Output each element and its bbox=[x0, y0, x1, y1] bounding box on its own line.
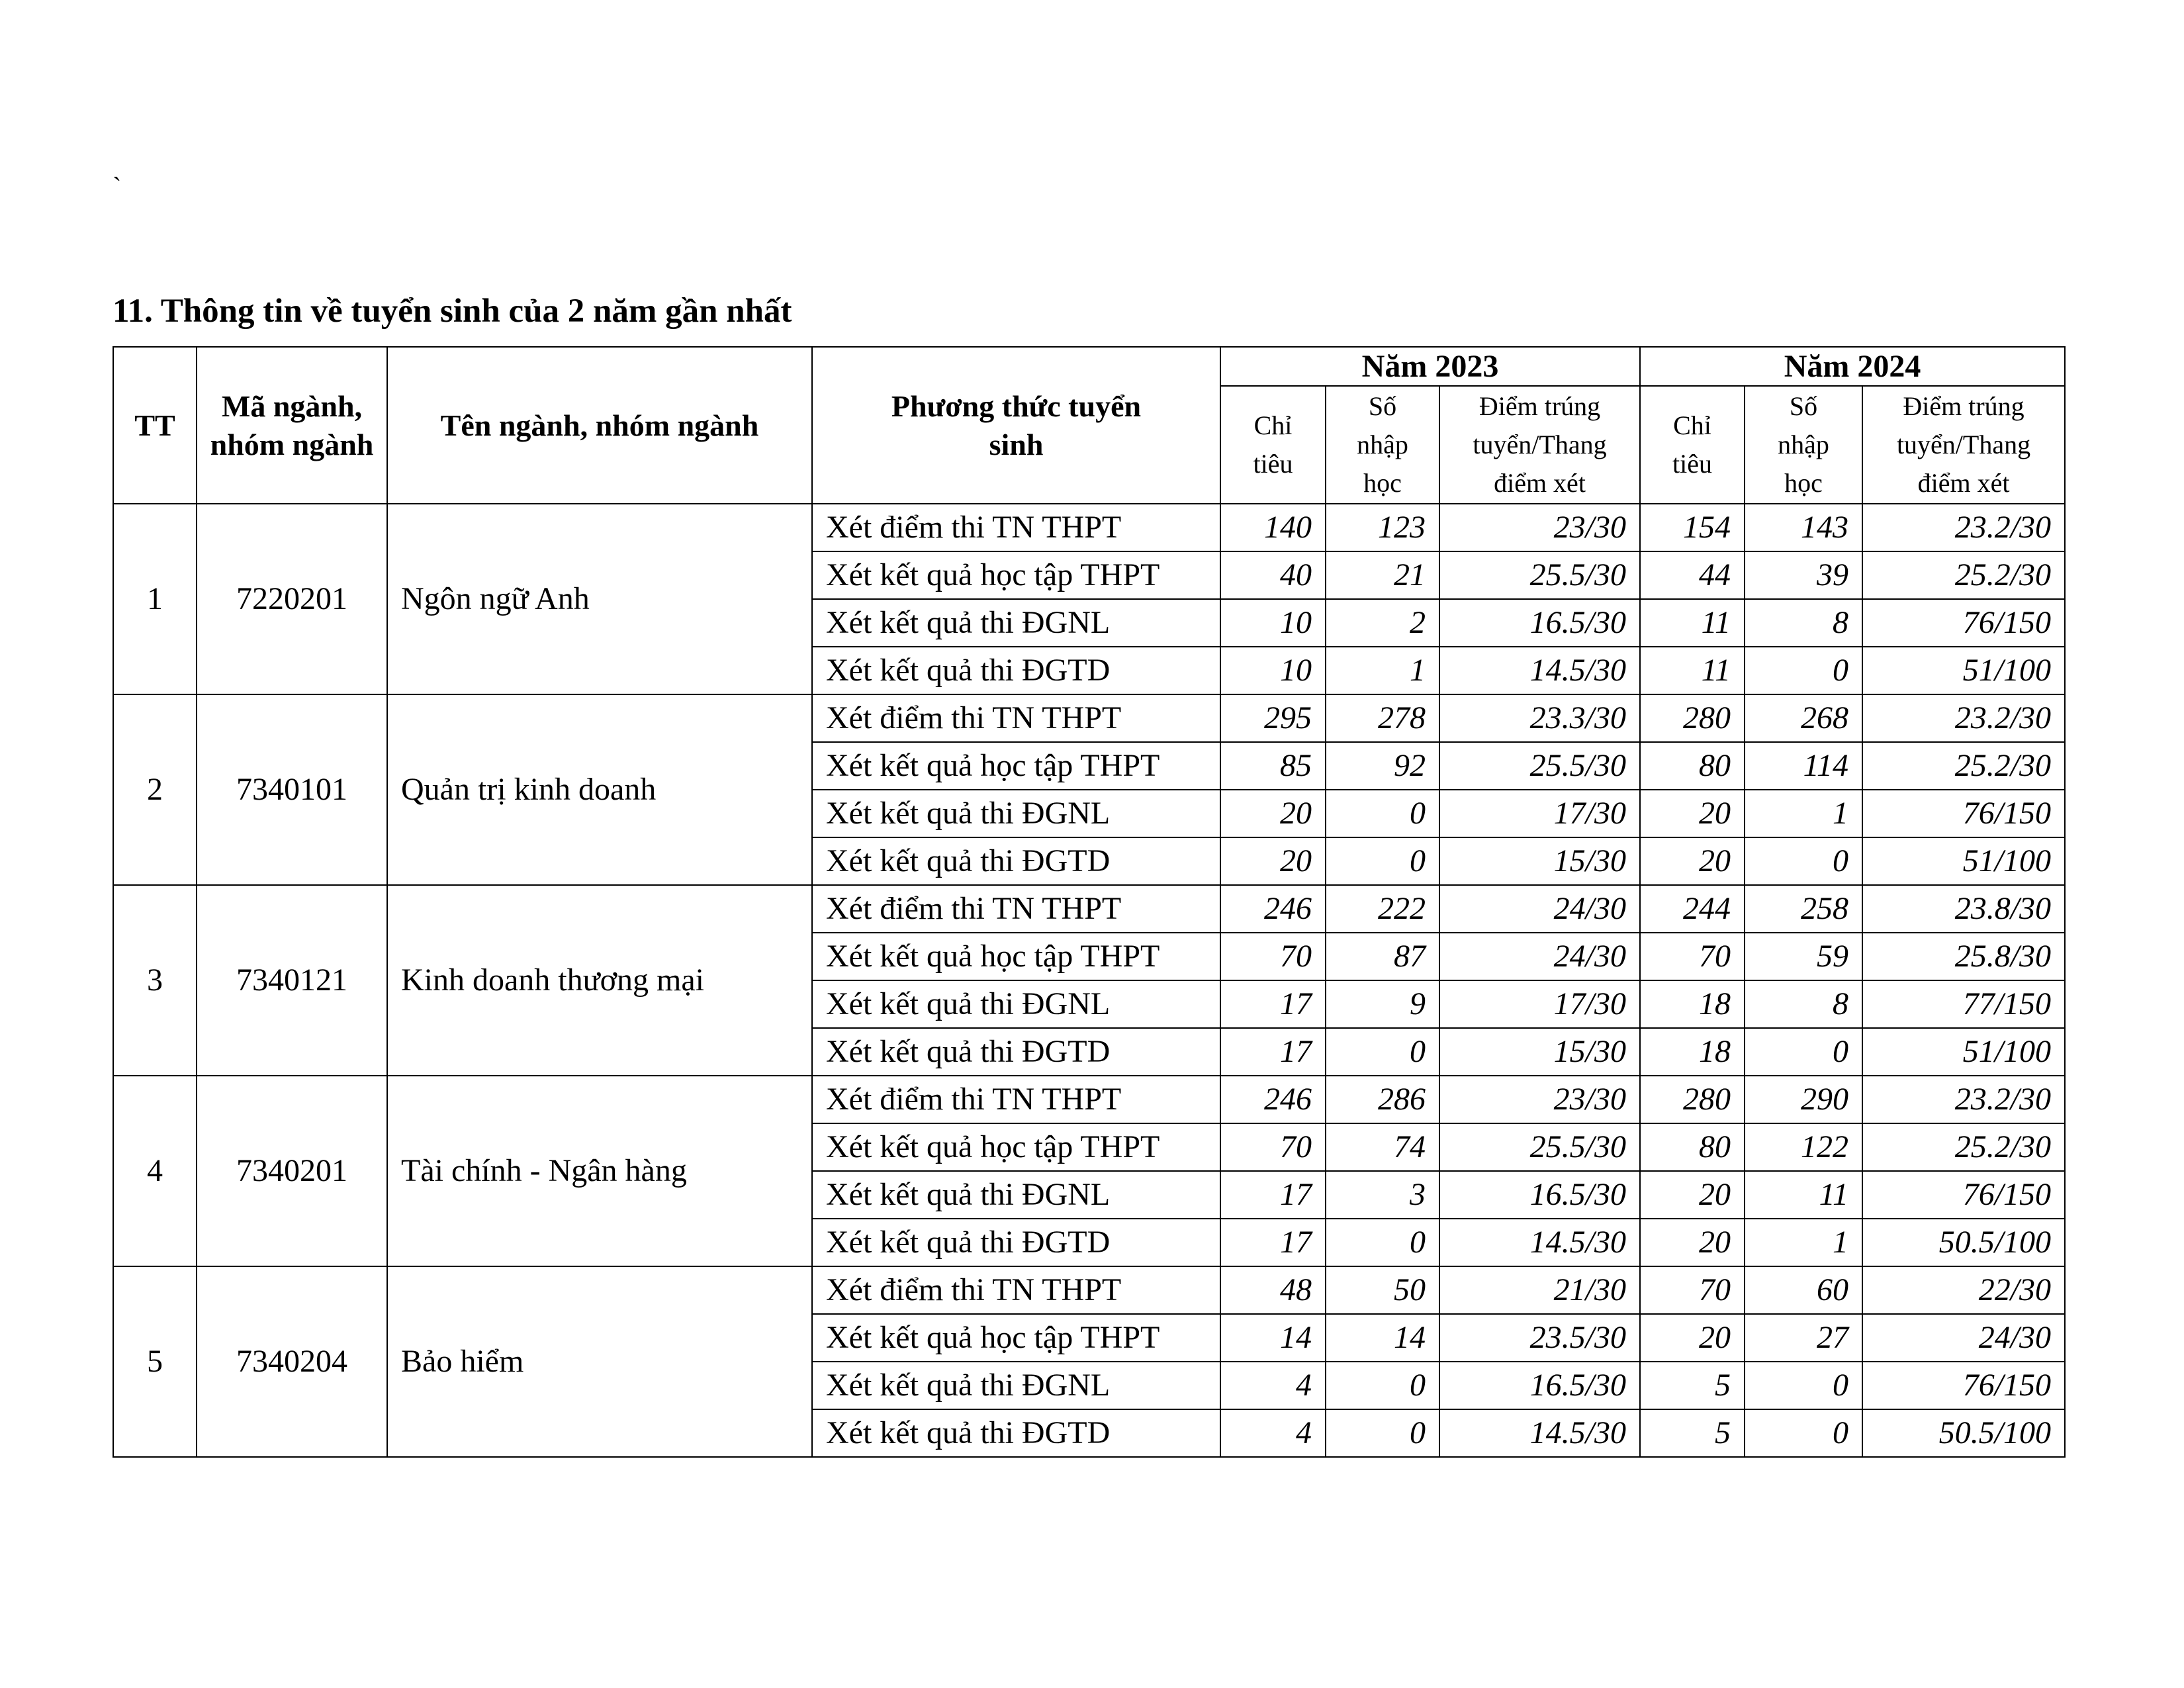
header-enrolled-2023: Số nhập học bbox=[1326, 386, 1439, 504]
enrolled-2023-cell: 286 bbox=[1326, 1076, 1439, 1123]
score-2023-cell: 23/30 bbox=[1439, 504, 1640, 551]
quota-2024-cell: 244 bbox=[1640, 885, 1745, 933]
quota-2024-cell: 5 bbox=[1640, 1409, 1745, 1457]
enrolled-2023-cell: 222 bbox=[1326, 885, 1439, 933]
score-2024-cell: 22/30 bbox=[1862, 1266, 2065, 1314]
tt-cell: 5 bbox=[113, 1266, 197, 1457]
quota-2024-cell: 20 bbox=[1640, 1219, 1745, 1266]
quota-2024-cell: 5 bbox=[1640, 1362, 1745, 1409]
method-cell: Xét điểm thi TN THPT bbox=[812, 1076, 1220, 1123]
enrolled-2024-cell: 268 bbox=[1745, 694, 1862, 742]
score-2023-cell: 25.5/30 bbox=[1439, 742, 1640, 790]
score-2024-cell: 51/100 bbox=[1862, 1028, 2065, 1076]
score-2023-cell: 21/30 bbox=[1439, 1266, 1640, 1314]
score-2023-cell: 17/30 bbox=[1439, 790, 1640, 837]
quota-2023-cell: 246 bbox=[1220, 885, 1326, 933]
enrolled-2023-cell: 9 bbox=[1326, 980, 1439, 1028]
name-cell: Tài chính - Ngân hàng bbox=[387, 1076, 812, 1266]
quota-2023-cell: 70 bbox=[1220, 1123, 1326, 1171]
enrolled-2024-cell: 290 bbox=[1745, 1076, 1862, 1123]
quota-2024-cell: 18 bbox=[1640, 980, 1745, 1028]
stray-mark: ` bbox=[113, 171, 122, 201]
table-row bbox=[113, 694, 2065, 742]
quota-2023-cell: 10 bbox=[1220, 647, 1326, 694]
score-2024-cell: 76/150 bbox=[1862, 1362, 2065, 1409]
score-2023-cell: 16.5/30 bbox=[1439, 1362, 1640, 1409]
enrolled-2024-cell: 0 bbox=[1745, 1409, 1862, 1457]
score-2024-cell: 50.5/100 bbox=[1862, 1219, 2065, 1266]
score-2023-cell: 24/30 bbox=[1439, 933, 1640, 980]
quota-2023-cell: 4 bbox=[1220, 1362, 1326, 1409]
quota-2024-cell: 70 bbox=[1640, 933, 1745, 980]
enrolled-2023-cell: 92 bbox=[1326, 742, 1439, 790]
quota-2024-cell: 44 bbox=[1640, 551, 1745, 599]
code-cell: 7340204 bbox=[197, 1266, 387, 1457]
name-cell: Ngôn ngữ Anh bbox=[387, 504, 812, 694]
code-cell: 7340201 bbox=[197, 1076, 387, 1266]
enrolled-2023-cell: 14 bbox=[1326, 1314, 1439, 1362]
admissions-table bbox=[113, 346, 2066, 1458]
quota-2023-cell: 246 bbox=[1220, 1076, 1326, 1123]
method-cell: Xét kết quả thi ĐGTD bbox=[812, 1028, 1220, 1076]
score-2023-cell: 25.5/30 bbox=[1439, 551, 1640, 599]
method-cell: Xét kết quả thi ĐGNL bbox=[812, 1171, 1220, 1219]
header-score-2023: Điểm trúng tuyển/Thang điểm xét bbox=[1439, 386, 1640, 504]
enrolled-2023-cell: 2 bbox=[1326, 599, 1439, 647]
enrolled-2023-cell: 0 bbox=[1326, 790, 1439, 837]
method-cell: Xét điểm thi TN THPT bbox=[812, 504, 1220, 551]
score-2024-cell: 25.2/30 bbox=[1862, 551, 2065, 599]
quota-2023-cell: 17 bbox=[1220, 1028, 1326, 1076]
table-header bbox=[113, 347, 2065, 504]
header-year-2023: Năm 2023 bbox=[1220, 347, 1640, 386]
quota-2023-cell: 17 bbox=[1220, 1219, 1326, 1266]
quota-2024-cell: 18 bbox=[1640, 1028, 1745, 1076]
method-cell: Xét kết quả học tập THPT bbox=[812, 933, 1220, 980]
score-2023-cell: 23.5/30 bbox=[1439, 1314, 1640, 1362]
quota-2024-cell: 154 bbox=[1640, 504, 1745, 551]
quota-2024-cell: 11 bbox=[1640, 599, 1745, 647]
enrolled-2023-cell: 0 bbox=[1326, 1028, 1439, 1076]
method-cell: Xét kết quả thi ĐGTD bbox=[812, 837, 1220, 885]
enrolled-2023-cell: 0 bbox=[1326, 837, 1439, 885]
enrolled-2024-cell: 143 bbox=[1745, 504, 1862, 551]
enrolled-2023-cell: 0 bbox=[1326, 1409, 1439, 1457]
header-tt: TT bbox=[113, 347, 197, 504]
quota-2023-cell: 140 bbox=[1220, 504, 1326, 551]
name-cell: Kinh doanh thương mại bbox=[387, 885, 812, 1076]
method-cell: Xét kết quả thi ĐGTD bbox=[812, 647, 1220, 694]
enrolled-2024-cell: 8 bbox=[1745, 980, 1862, 1028]
score-2024-cell: 51/100 bbox=[1862, 837, 2065, 885]
tt-cell: 3 bbox=[113, 885, 197, 1076]
quota-2024-cell: 80 bbox=[1640, 1123, 1745, 1171]
enrolled-2023-cell: 50 bbox=[1326, 1266, 1439, 1314]
enrolled-2023-cell: 1 bbox=[1326, 647, 1439, 694]
header-code: Mã ngành, nhóm ngành bbox=[197, 347, 387, 504]
score-2024-cell: 23.2/30 bbox=[1862, 694, 2065, 742]
quota-2023-cell: 17 bbox=[1220, 1171, 1326, 1219]
enrolled-2024-cell: 27 bbox=[1745, 1314, 1862, 1362]
score-2024-cell: 25.2/30 bbox=[1862, 742, 2065, 790]
score-2023-cell: 23.3/30 bbox=[1439, 694, 1640, 742]
score-2023-cell: 14.5/30 bbox=[1439, 1219, 1640, 1266]
method-cell: Xét kết quả thi ĐGNL bbox=[812, 599, 1220, 647]
quota-2023-cell: 85 bbox=[1220, 742, 1326, 790]
name-cell: Bảo hiểm bbox=[387, 1266, 812, 1457]
score-2023-cell: 17/30 bbox=[1439, 980, 1640, 1028]
code-cell: 7220201 bbox=[197, 504, 387, 694]
quota-2024-cell: 80 bbox=[1640, 742, 1745, 790]
enrolled-2023-cell: 278 bbox=[1326, 694, 1439, 742]
enrolled-2024-cell: 1 bbox=[1745, 790, 1862, 837]
enrolled-2024-cell: 11 bbox=[1745, 1171, 1862, 1219]
tt-cell: 4 bbox=[113, 1076, 197, 1266]
quota-2023-cell: 70 bbox=[1220, 933, 1326, 980]
name-cell: Quản trị kinh doanh bbox=[387, 694, 812, 885]
score-2023-cell: 24/30 bbox=[1439, 885, 1640, 933]
score-2024-cell: 50.5/100 bbox=[1862, 1409, 2065, 1457]
enrolled-2023-cell: 0 bbox=[1326, 1362, 1439, 1409]
enrolled-2024-cell: 0 bbox=[1745, 647, 1862, 694]
method-cell: Xét kết quả học tập THPT bbox=[812, 1123, 1220, 1171]
table-row bbox=[113, 504, 2065, 551]
score-2023-cell: 16.5/30 bbox=[1439, 1171, 1640, 1219]
quota-2023-cell: 20 bbox=[1220, 790, 1326, 837]
enrolled-2024-cell: 258 bbox=[1745, 885, 1862, 933]
enrolled-2023-cell: 21 bbox=[1326, 551, 1439, 599]
score-2023-cell: 14.5/30 bbox=[1439, 1409, 1640, 1457]
quota-2024-cell: 280 bbox=[1640, 1076, 1745, 1123]
enrolled-2024-cell: 0 bbox=[1745, 1028, 1862, 1076]
enrolled-2024-cell: 0 bbox=[1745, 837, 1862, 885]
method-cell: Xét kết quả thi ĐGTD bbox=[812, 1409, 1220, 1457]
method-cell: Xét kết quả học tập THPT bbox=[812, 1314, 1220, 1362]
quota-2024-cell: 20 bbox=[1640, 1314, 1745, 1362]
quota-2024-cell: 280 bbox=[1640, 694, 1745, 742]
enrolled-2023-cell: 74 bbox=[1326, 1123, 1439, 1171]
score-2024-cell: 51/100 bbox=[1862, 647, 2065, 694]
score-2024-cell: 23.8/30 bbox=[1862, 885, 2065, 933]
quota-2024-cell: 20 bbox=[1640, 837, 1745, 885]
method-cell: Xét kết quả thi ĐGTD bbox=[812, 1219, 1220, 1266]
score-2024-cell: 23.2/30 bbox=[1862, 1076, 2065, 1123]
score-2024-cell: 76/150 bbox=[1862, 1171, 2065, 1219]
enrolled-2023-cell: 87 bbox=[1326, 933, 1439, 980]
header-method: Phương thức tuyển sinh bbox=[812, 347, 1220, 504]
score-2024-cell: 77/150 bbox=[1862, 980, 2065, 1028]
section-title: 11. Thông tin về tuyển sinh của 2 năm gần nhất bbox=[113, 293, 792, 330]
enrolled-2023-cell: 123 bbox=[1326, 504, 1439, 551]
header-enrolled-2024: Số nhập học bbox=[1745, 386, 1862, 504]
score-2023-cell: 23/30 bbox=[1439, 1076, 1640, 1123]
enrolled-2024-cell: 8 bbox=[1745, 599, 1862, 647]
enrolled-2023-cell: 0 bbox=[1326, 1219, 1439, 1266]
enrolled-2024-cell: 1 bbox=[1745, 1219, 1862, 1266]
quota-2023-cell: 4 bbox=[1220, 1409, 1326, 1457]
quota-2023-cell: 14 bbox=[1220, 1314, 1326, 1362]
method-cell: Xét kết quả học tập THPT bbox=[812, 551, 1220, 599]
quota-2024-cell: 20 bbox=[1640, 790, 1745, 837]
quota-2023-cell: 48 bbox=[1220, 1266, 1326, 1314]
table-row bbox=[113, 885, 2065, 933]
method-cell: Xét kết quả thi ĐGNL bbox=[812, 980, 1220, 1028]
tt-cell: 1 bbox=[113, 504, 197, 694]
tt-cell: 2 bbox=[113, 694, 197, 885]
enrolled-2024-cell: 59 bbox=[1745, 933, 1862, 980]
code-cell: 7340121 bbox=[197, 885, 387, 1076]
quota-2023-cell: 295 bbox=[1220, 694, 1326, 742]
header-name: Tên ngành, nhóm ngành bbox=[387, 347, 812, 504]
method-cell: Xét điểm thi TN THPT bbox=[812, 694, 1220, 742]
quota-2024-cell: 11 bbox=[1640, 647, 1745, 694]
quota-2024-cell: 70 bbox=[1640, 1266, 1745, 1314]
score-2023-cell: 25.5/30 bbox=[1439, 1123, 1640, 1171]
score-2024-cell: 24/30 bbox=[1862, 1314, 2065, 1362]
table-row bbox=[113, 1266, 2065, 1314]
score-2023-cell: 14.5/30 bbox=[1439, 647, 1640, 694]
quota-2024-cell: 20 bbox=[1640, 1171, 1745, 1219]
quota-2023-cell: 20 bbox=[1220, 837, 1326, 885]
method-cell: Xét kết quả thi ĐGNL bbox=[812, 1362, 1220, 1409]
score-2023-cell: 15/30 bbox=[1439, 1028, 1640, 1076]
score-2024-cell: 76/150 bbox=[1862, 599, 2065, 647]
method-cell: Xét kết quả học tập THPT bbox=[812, 742, 1220, 790]
enrolled-2023-cell: 3 bbox=[1326, 1171, 1439, 1219]
method-cell: Xét kết quả thi ĐGNL bbox=[812, 790, 1220, 837]
score-2024-cell: 25.2/30 bbox=[1862, 1123, 2065, 1171]
header-score-2024: Điểm trúng tuyển/Thang điểm xét bbox=[1862, 386, 2065, 504]
table-body bbox=[113, 504, 2065, 1457]
score-2024-cell: 23.2/30 bbox=[1862, 504, 2065, 551]
score-2024-cell: 76/150 bbox=[1862, 790, 2065, 837]
quota-2023-cell: 10 bbox=[1220, 599, 1326, 647]
code-cell: 7340101 bbox=[197, 694, 387, 885]
quota-2023-cell: 17 bbox=[1220, 980, 1326, 1028]
method-cell: Xét điểm thi TN THPT bbox=[812, 885, 1220, 933]
enrolled-2024-cell: 0 bbox=[1745, 1362, 1862, 1409]
enrolled-2024-cell: 122 bbox=[1745, 1123, 1862, 1171]
header-quota-2024: Chỉ tiêu bbox=[1640, 386, 1745, 504]
score-2024-cell: 25.8/30 bbox=[1862, 933, 2065, 980]
enrolled-2024-cell: 39 bbox=[1745, 551, 1862, 599]
enrolled-2024-cell: 114 bbox=[1745, 742, 1862, 790]
quota-2023-cell: 40 bbox=[1220, 551, 1326, 599]
score-2023-cell: 16.5/30 bbox=[1439, 599, 1640, 647]
enrolled-2024-cell: 60 bbox=[1745, 1266, 1862, 1314]
table-row bbox=[113, 1076, 2065, 1123]
score-2023-cell: 15/30 bbox=[1439, 837, 1640, 885]
header-quota-2023: Chỉ tiêu bbox=[1220, 386, 1326, 504]
header-year-2024: Năm 2024 bbox=[1640, 347, 2065, 386]
method-cell: Xét điểm thi TN THPT bbox=[812, 1266, 1220, 1314]
